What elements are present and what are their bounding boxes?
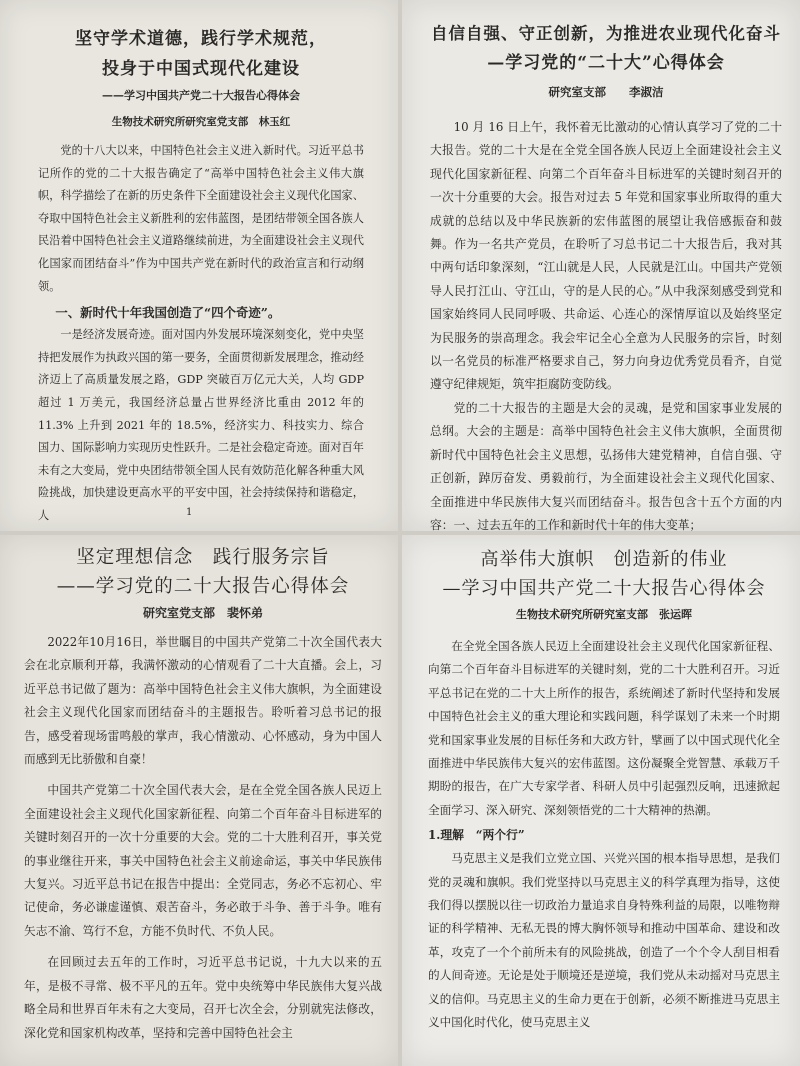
page-title-line2: —学习中国共产党二十大报告心得体会 <box>442 578 766 599</box>
page-author: 研究室党支部 裴怀弟 <box>142 606 263 620</box>
body-paragraph: 10 月 16 日上午，我怀着无比激动的心情认真学习了党的二十大报告。党的二十大是在全党全国各族人民迈上全面建设社会主义现代化国家新征程、向第二个百年奋斗目标进军的关键时刻召开的一次十分重要的大会。报告对过去 5 年党和国家事业所取得的重大成就的总结以及中华民族新的宏伟蓝图的展望让我倍感振奋和鼓舞。作为一名共产党员，在聆听了习总书记二十大报告后，我对其中两句话印象深刻，“江山就是人民，人民就是江山。中国共产党领导人民打江山、守江山，守的是人民的心。”从中我深刻感受到党和国家始终同人民同呼吸、共命运、心连心的深情厚谊以及始终坚定为民服务的崇高理念。我会牢记全心全意为人民服务的宗旨，时刻以一名党员的标准严格要求自己，努力向身边优秀党员看齐，自觉遵守纪律规矩，筑牢拒腐防变防线。 <box>430 120 782 392</box>
page-pei-huaidi <box>0 535 398 1066</box>
body-paragraph: 在全党全国各族人民迈上全面建设社会主义现代化国家新征程、向第二个百年奋斗目标进军的关键时刻，党的二十大胜利召开。习近平总书记在党的二十大上所作的报告，系统阐述了新时代坚持和发展中国特色社会主义的重大理论和实践问题，科学谋划了未来一个时期党和国家事业发展的目标任务和大政方针，擘画了以中国式现代化全面推进中华民族伟大复兴的宏伟蓝图。这份凝聚全党智慧、承载万千期盼的报告，在广大专家学者、科研人员中引起强烈反响，迅速掀起全面学习、深入研究、深刻领悟党的二十大精神的热潮。 <box>428 639 780 817</box>
page-title-line2: ——学习党的二十大报告心得体会 <box>56 576 350 597</box>
page-author: 生物技术研究所研究室支部 张运晖 <box>516 608 692 621</box>
page-zhang-yunhui <box>402 535 800 1066</box>
page-content <box>430 20 782 531</box>
page-title-line2: 投身于中国式现代化建设 <box>102 59 300 79</box>
page-author: 生物技术研究所研究室党支部 林玉红 <box>111 116 291 128</box>
section-heading: 1.理解 “两个行” <box>428 828 525 843</box>
page-title-line2: —学习党的“二十大”心得体会 <box>487 53 725 73</box>
page-content <box>38 18 364 528</box>
page-title-line1: 自信自强、守正创新，为推进农业现代化奋斗 <box>431 24 781 43</box>
page-content <box>24 543 382 1045</box>
body-paragraph: 党的二十大报告的主题是大会的灵魂，是党和国家事业发展的总纲。大会的主题是：高举中国特色社会主义伟大旗帜，全面贯彻新时代中国特色社会主义思想，弘扬伟大建党精神，自信自强、守正创新，踔厉奋发、勇毅前行，为全面建设社会主义现代化国家、全面推进中华民族伟大复兴而团结奋斗。报告包含十五个方面的内容：一、过去五年的工作和新时代十年的伟大变革； <box>430 400 782 531</box>
page-number: 1 <box>186 507 193 518</box>
page-li-shujie <box>402 0 800 531</box>
body-paragraph: 一是经济发展奇迹。面对国内外发展环境深刻变化，党中央坚持把发展作为执政兴国的第一要务，全面贯彻新发展理念，推动经济迈上了高质量发展之路，GDP 突破百万亿元大关，人均 GDP 超过 1 万美元，我国经济总量占世界经济比重由 2012 年的 11.3% 上升到 2021 年的 18.5%，经济实力、科技实力、综合国力、国际影响力实现历史性跃升。二是社会稳定奇迹。面对百年未有之大变局，党中央团结带领全国人民有效防范化解各种重大风险挑战，加快建设更高水平的平安中国，社会持续保持和谐稳定，人 <box>38 328 364 522</box>
page-lin-yuhong <box>0 0 398 531</box>
body-paragraph: 马克思主义是我们立党立国、兴党兴国的根本指导思想，是我们党的灵魂和旗帜。我们党坚持以马克思主义的科学真理为指导，这使我们得以摆脱以往一切政治力量追求自身特殊利益的局限，以唯物辩证的科学精神、无私无畏的博大胸怀领导和推动中国革命、建设和改革，攻克了一个个前所未有的风险挑战，创造了一个个令人刮目相看的人间奇迹。无论是处于顺境还是逆境，我们党从未动摇对马克思主义的信仰。马克思主义的生命力更在于创新，必须不断推进马克思主义中国化时代化，使马克思主义 <box>428 851 780 1030</box>
page-author: 研究室支部 李淑洁 <box>548 85 664 99</box>
page-body <box>428 635 780 1035</box>
page-body <box>24 631 382 1045</box>
page-title-line1: 高举伟大旗帜 创造新的伟业 <box>480 549 728 570</box>
page-title-line1: 坚定理想信念 践行服务宗旨 <box>76 547 330 568</box>
body-paragraph: 中国共产党第二十次全国代表大会，是在全党全国各族人民迈上全面建设社会主义现代化国家新征程、向第二个百年奋斗目标进军的关键时刻召开的一次十分重要的大会。党的二十大胜利召开，事关党的事业继往开来，事关中国特色社会主义前途命运，事关中华民族伟大复兴。习近平总书记在报告中提出：全党同志，务必不忘初心、牢记使命，务必谦虚谨慎、艰苦奋斗，务必敢于斗争、善于斗争。唯有矢志不渝、笃行不怠，方能不负时代、不负人民。 <box>24 783 382 938</box>
page-body <box>38 140 364 528</box>
page-subtitle: ——学习中国共产党二十大报告心得体会 <box>102 89 300 102</box>
page-title-line1: 坚守学术道德，践行学术规范， <box>75 29 327 49</box>
section-heading: 一、新时代十年我国创造了“四个奇迹”。 <box>55 305 281 321</box>
page-content <box>428 545 780 1035</box>
body-paragraph: 2022年10月16日，举世瞩目的中国共产党第二十次全国代表大会在北京顺利开幕，我满怀激动的心情观看了二十大直播。会上，习近平总书记做了题为：高举中国特色社会主义伟大旗帜，为全面建设社会主义现代化国家而团结奋斗的主题报告。聆听着习总书记的报告，感受着现场雷鸣般的掌声，我心情激动、心怀感动，身为中国人而感到无比骄傲和自豪！ <box>24 635 382 767</box>
body-paragraph: 党的十八大以来，中国特色社会主义进入新时代。习近平总书记所作的党的二十大报告确定了“高举中国特色社会主义伟大旗帜，科学描绘了在新的历史条件下全面建设社会主义现代化国家、夺取中国特色社会主义新胜利的宏伟蓝图，是团结带领全国各族人民沿着中国特色社会主义道路继续前进，为全面建设社会主义现代化国家而团结奋斗”作为中国共产党在新时代的政治宣言和行动纲领。 <box>38 144 364 293</box>
page-body <box>430 116 782 531</box>
body-paragraph: 在回顾过去五年的工作时，习近平总书记说，十九大以来的五年，是极不寻常、极不平凡的五年。党中央统筹中华民族伟大复兴战略全局和世界百年未有之大变局，召开七次全会，分别就宪法修改，深化党和国家机构改革，坚持和完善中国特色社会主 <box>24 955 382 1040</box>
